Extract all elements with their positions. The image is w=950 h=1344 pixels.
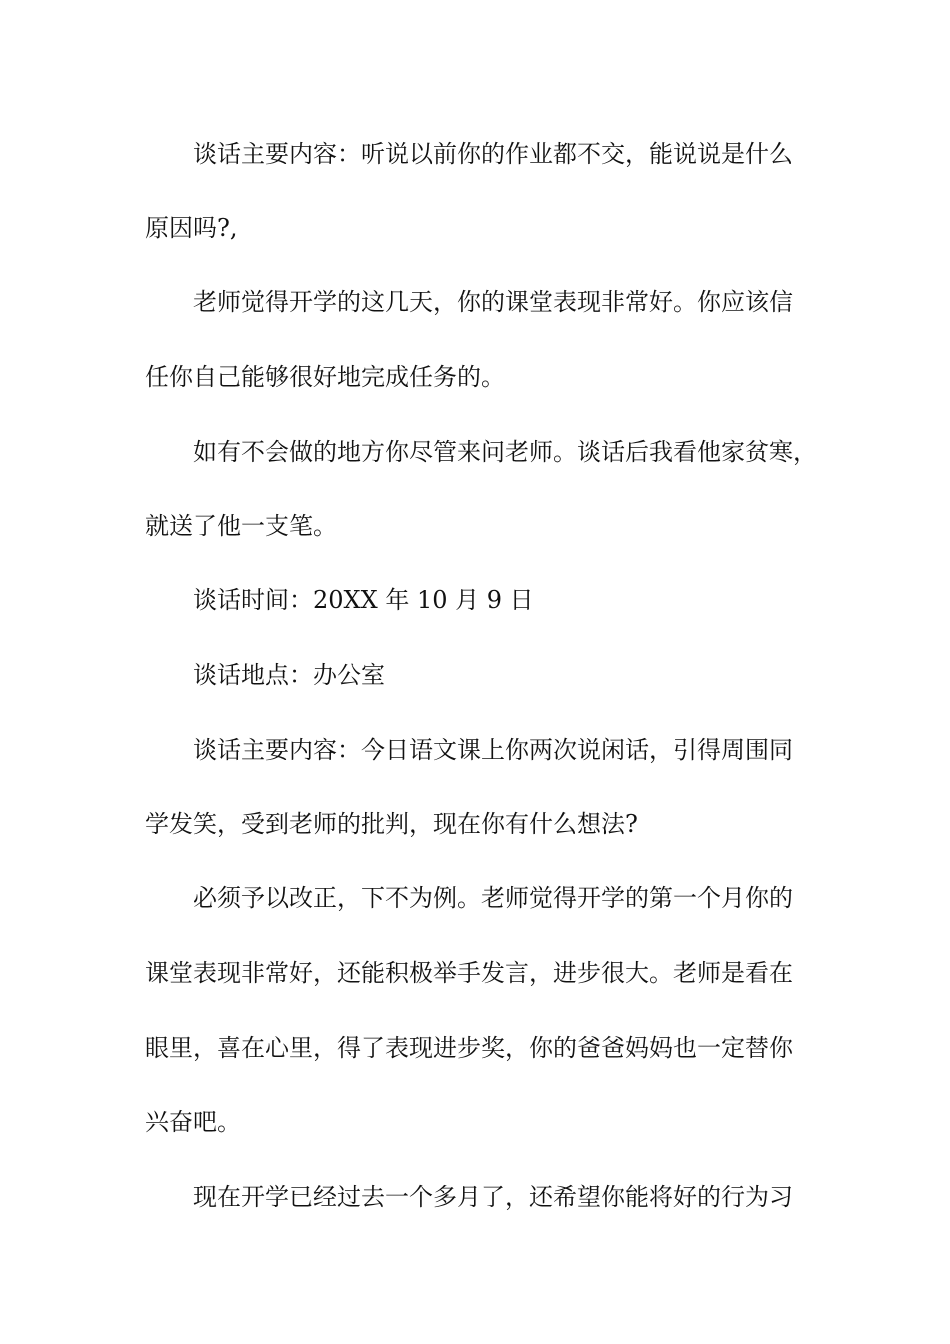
paragraph-7-line-2: 课堂表现非常好，还能积极举手发言，进步很大。老师是看在 [145, 959, 793, 987]
paragraph-2-line-2: 任你自己能够很好地完成任务的。 [145, 363, 505, 391]
paragraph-7-line-4: 兴奋吧。 [145, 1108, 241, 1136]
talk-location: 谈话地点：办公室 [193, 661, 385, 689]
paragraph-1-line-1: 谈话主要内容：听说以前你的作业都不交，能说说是什么 [193, 140, 793, 168]
paragraph-3-line-1: 如有不会做的地方你尽管来问老师。谈话后我看他家贫寒， [193, 438, 817, 466]
paragraph-6-line-1: 谈话主要内容：今日语文课上你两次说闲话，引得周围同 [193, 736, 793, 764]
talk-time: 谈话时间：20XX 年 10 月 9 日 [193, 586, 534, 614]
paragraph-3-line-2: 就送了他一支笔。 [145, 512, 337, 540]
paragraph-8-line-1: 现在开学已经过去一个多月了，还希望你能将好的行为习 [193, 1183, 793, 1211]
paragraph-1-line-2: 原因吗?, [145, 214, 238, 242]
paragraph-6-line-2: 学发笑，受到老师的批判，现在你有什么想法? [145, 810, 638, 838]
paragraph-2-line-1: 老师觉得开学的这几天，你的课堂表现非常好。你应该信 [193, 288, 793, 316]
paragraph-7-line-1: 必须予以改正，下不为例。老师觉得开学的第一个月你的 [193, 884, 793, 912]
paragraph-7-line-3: 眼里，喜在心里，得了表现进步奖，你的爸爸妈妈也一定替你 [145, 1034, 793, 1062]
